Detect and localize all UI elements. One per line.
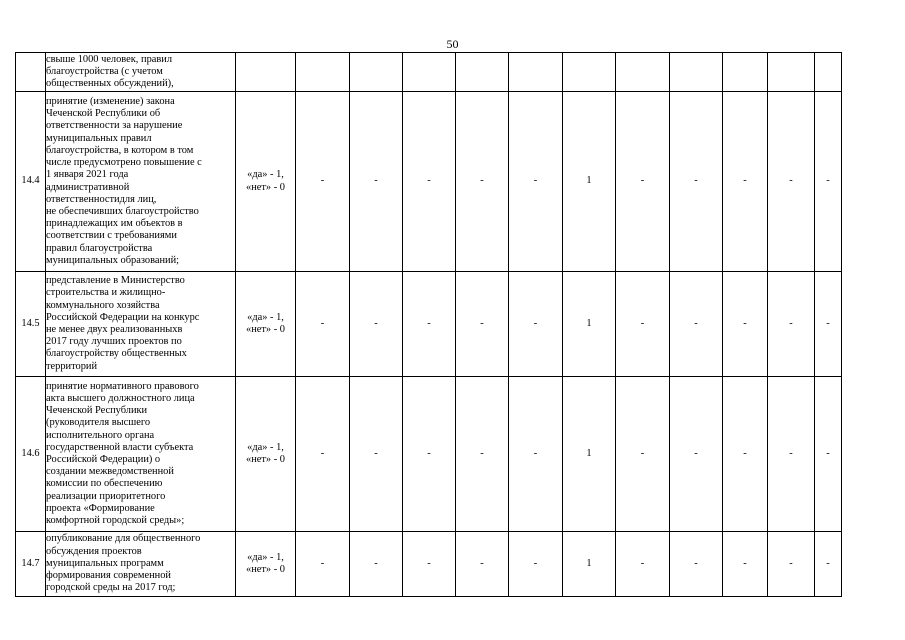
description-line: комиссии по обеспечению xyxy=(46,478,163,490)
table-row xyxy=(16,377,842,532)
value-cell: - xyxy=(403,272,456,377)
value-cell xyxy=(403,53,456,92)
value-cell: - xyxy=(815,377,842,532)
description-line: числе предусмотрено повышение с xyxy=(46,157,202,169)
description-line: общественных обсуждений), xyxy=(46,78,174,90)
description-line: обсуждения проектов xyxy=(46,545,142,557)
row-description xyxy=(46,92,236,272)
table-row xyxy=(16,92,842,272)
row-number: 14.5 xyxy=(16,272,46,377)
description-line: проекта «Формирование xyxy=(46,502,155,514)
description-line: муниципальных образований; xyxy=(46,254,180,266)
row-number: 14.7 xyxy=(16,532,46,597)
value-cell: - xyxy=(403,92,456,272)
value-cell: - xyxy=(403,377,456,532)
row-unit xyxy=(236,272,296,377)
value-cell xyxy=(350,53,403,92)
description-line: Российской Федерации) о xyxy=(46,454,161,465)
value-cell: - xyxy=(723,272,768,377)
value-cell: - xyxy=(296,272,350,377)
value-cell: - xyxy=(768,377,815,532)
value-cell: - xyxy=(616,532,670,597)
value-cell xyxy=(296,53,350,92)
unit-line: «нет» - 0 xyxy=(246,181,285,193)
value-cell: - xyxy=(350,92,403,272)
description-line: административной xyxy=(46,181,130,193)
value-cell: - xyxy=(768,272,815,377)
description-line: реализации приоритетного xyxy=(46,490,166,502)
description-line: принятие (изменение) закона xyxy=(46,96,175,108)
value-cell: - xyxy=(723,532,768,597)
indicator-table xyxy=(15,52,842,597)
description-line: соответствии с требованиями xyxy=(46,230,177,242)
description-line: коммунального хозяйства xyxy=(46,299,160,311)
row-description xyxy=(46,532,236,597)
description-line: создании межведомственной xyxy=(46,466,174,478)
unit-line: «да» - 1, xyxy=(247,441,284,453)
description-line: правил благоустройства xyxy=(46,242,153,254)
description-line: формирования современной xyxy=(46,570,171,582)
value-cell: - xyxy=(670,272,723,377)
unit-line: «нет» - 0 xyxy=(246,324,285,335)
value-cell: 1 xyxy=(563,377,616,532)
value-cell: - xyxy=(296,532,350,597)
row-unit xyxy=(236,53,296,92)
description-line: не обеспечивших благоустройство xyxy=(46,205,199,217)
value-cell: - xyxy=(723,92,768,272)
row-description xyxy=(46,272,236,377)
value-cell: - xyxy=(509,92,563,272)
value-cell: - xyxy=(768,92,815,272)
value-cell: 1 xyxy=(563,92,616,272)
description-line: акта высшего должностного лица xyxy=(46,392,195,404)
unit-line: «нет» - 0 xyxy=(246,564,285,575)
value-cell: - xyxy=(670,377,723,532)
value-cell: - xyxy=(456,272,509,377)
description-line: территорий xyxy=(46,360,98,372)
value-cell: - xyxy=(509,272,563,377)
value-cell: - xyxy=(815,92,842,272)
description-line: благоустройства, в котором в том xyxy=(46,144,194,156)
unit-line: «да» - 1, xyxy=(247,311,284,323)
description-line: государственной власти субъекта xyxy=(46,441,194,453)
description-line: ответственности за нарушение xyxy=(46,120,183,132)
value-cell: - xyxy=(350,532,403,597)
row-unit xyxy=(236,92,296,272)
description-line: не менее двух реализованныхв xyxy=(46,324,183,335)
value-cell xyxy=(616,53,670,92)
description-line: Чеченской Республики xyxy=(46,405,148,417)
description-line: благоустройства (с учетом xyxy=(46,65,163,77)
description-line: представление в Министерство xyxy=(46,275,185,287)
row-description xyxy=(46,377,236,532)
value-cell xyxy=(670,53,723,92)
value-cell: - xyxy=(296,92,350,272)
description-line: принадлежащих им объектов в xyxy=(46,218,183,230)
description-line: комфортной городской среды»; xyxy=(46,515,185,527)
value-cell: - xyxy=(616,272,670,377)
row-unit xyxy=(236,377,296,532)
description-line: ответственностидля лиц, xyxy=(46,193,157,205)
value-cell: - xyxy=(616,377,670,532)
value-cell: - xyxy=(670,532,723,597)
value-cell: - xyxy=(815,532,842,597)
value-cell: - xyxy=(456,92,509,272)
value-cell: - xyxy=(403,532,456,597)
description-line: благоустройству общественных xyxy=(46,348,187,360)
value-cell: - xyxy=(616,92,670,272)
description-line: Чеченской Республики об xyxy=(46,108,161,120)
value-cell: - xyxy=(815,272,842,377)
value-cell: 1 xyxy=(563,272,616,377)
row-description xyxy=(46,53,236,92)
value-cell xyxy=(563,53,616,92)
row-number xyxy=(16,53,46,92)
description-line: муниципальных программ xyxy=(46,557,164,569)
row-unit xyxy=(236,532,296,597)
description-line: принятие нормативного правового xyxy=(46,380,199,392)
value-cell: - xyxy=(350,377,403,532)
value-cell xyxy=(768,53,815,92)
row-number: 14.4 xyxy=(16,92,46,272)
value-cell: - xyxy=(723,377,768,532)
description-line: 2017 году лучших проектов по xyxy=(46,336,182,348)
value-cell: - xyxy=(456,377,509,532)
unit-line: «да» - 1, xyxy=(247,169,284,181)
description-line: исполнительного органа xyxy=(46,429,155,441)
description-line: свыше 1000 человек, правил xyxy=(46,53,173,65)
table-row xyxy=(16,53,842,92)
description-line: Российской Федерации на конкурс xyxy=(46,311,200,323)
value-cell xyxy=(723,53,768,92)
table-row xyxy=(16,532,842,597)
value-cell: - xyxy=(350,272,403,377)
description-line: 1 января 2021 года xyxy=(46,169,129,181)
value-cell: - xyxy=(296,377,350,532)
description-line: опубликование для общественного xyxy=(46,533,201,545)
value-cell: - xyxy=(768,532,815,597)
description-line: строительства и жилищно- xyxy=(46,287,166,299)
value-cell xyxy=(456,53,509,92)
row-number: 14.6 xyxy=(16,377,46,532)
value-cell: - xyxy=(509,377,563,532)
table-row xyxy=(16,272,842,377)
unit-line: «нет» - 0 xyxy=(246,454,285,465)
page-number: 50 xyxy=(446,37,459,51)
value-cell: 1 xyxy=(563,532,616,597)
value-cell: - xyxy=(456,532,509,597)
description-line: муниципальных правил xyxy=(46,132,152,144)
description-line: (руководителя высшего xyxy=(46,417,151,429)
description-line: городской среды на 2017 год; xyxy=(46,582,176,594)
value-cell: - xyxy=(670,92,723,272)
value-cell xyxy=(815,53,842,92)
unit-line: «да» - 1, xyxy=(247,551,284,563)
value-cell xyxy=(509,53,563,92)
value-cell: - xyxy=(509,532,563,597)
